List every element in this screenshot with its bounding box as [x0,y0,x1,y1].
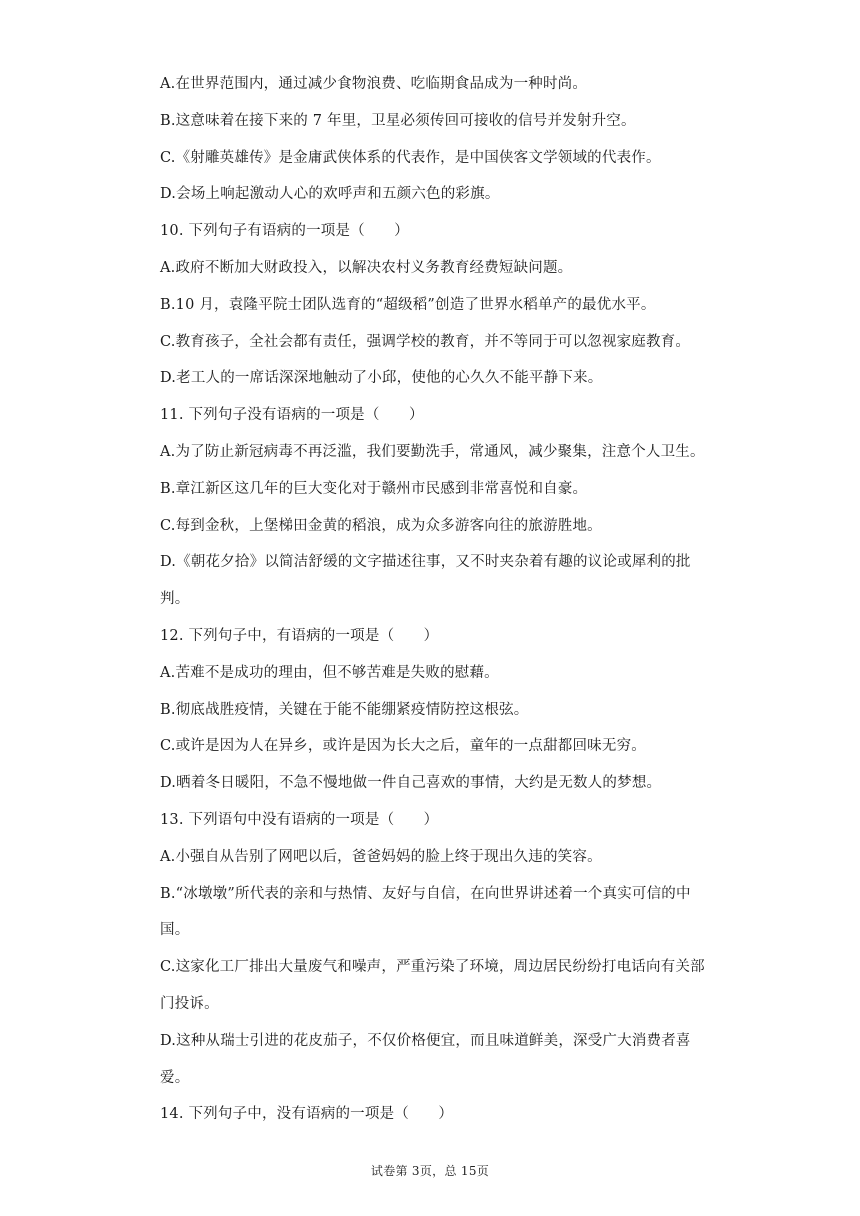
answer-option: A.在世界范围内，通过减少食物浪费、吃临期食品成为一种时尚。 [160,76,588,92]
answer-option: B.“冰墩墩”所代表的亲和与热情、友好与自信，在向世界讲述着一个真实可信的中 [160,885,691,902]
question-stem: 13. 下列语句中没有语病的一项是（ ） [160,811,439,828]
option-continuation: 判。 [160,591,190,608]
answer-option: D.《朝花夕拾》以简洁舒缓的文字描述往事，又不时夹杂着有趣的议论或犀利的批 [160,554,691,571]
option-continuation: 爱。 [160,1069,190,1086]
question-stem: 10. 下列句子有语病的一项是（ ） [160,223,409,240]
answer-option: A.政府不断加大财政投入，以解决农村义务教育经费短缺问题。 [160,259,573,276]
answer-option: C.教育孩子，全社会都有责任，强调学校的教育，并不等同于可以忽视家庭教育。 [160,333,691,350]
question-stem: 14. 下列句子中，没有语病的一项是（ ） [160,1106,454,1123]
answer-option: C.或许是因为人在异乡，或许是因为长大之后，童年的一点甜都回味无穷。 [160,738,646,755]
answer-option: A.苦难不是成功的理由，但不够苦难是失败的慰藉。 [160,664,499,681]
answer-option: C.这家化工厂排出大量废气和噪声，严重污染了环境，周边居民纷纷打电话向有关部 [160,959,705,976]
answer-option: A.为了防止新冠病毒不再泛滥，我们要勤洗手，常通风，减少聚集，注意个人卫生。 [160,443,705,460]
page-footer: 试卷第 3页，总 15页 [370,1164,490,1178]
page-content [160,66,740,1133]
answer-option: D.这种从瑞士引进的花皮茄子，不仅价格便宜，而且味道鲜美，深受广大消费者喜 [160,1032,691,1049]
answer-option: B.章江新区这几年的巨大变化对于赣州市民感到非常喜悦和自豪。 [160,480,588,497]
option-continuation: 国。 [160,922,190,939]
question-stem: 12. 下列句子中，有语病的一项是（ ） [160,627,439,644]
answer-option: B.10 月，袁隆平院士团队选育的“超级稻”创造了世界水稻单产的最优水平。 [160,296,656,313]
answer-option: C.每到金秋，上堡梯田金黄的稻浪，成为众多游客向往的旅游胜地。 [160,517,602,534]
option-continuation: 门投诉。 [160,995,219,1012]
answer-option: D.会场上响起激动人心的欢呼声和五颜六色的彩旗。 [160,186,500,203]
answer-option: B.这意味着在接下来的 7 年里，卫星必须传回可接收的信号并发射升空。 [160,112,636,129]
answer-option: D.晒着冬日暖阳，不急不慢地做一件自己喜欢的事情，大约是无数人的梦想。 [160,775,662,792]
answer-option: A.小强自从告别了网吧以后，爸爸妈妈的脸上终于现出久违的笑容。 [160,848,602,865]
question-stem: 11. 下列句子没有语病的一项是（ ） [160,407,424,424]
answer-option: D.老工人的一席话深深地触动了小邱，使他的心久久不能平静下来。 [160,370,603,387]
answer-option: B.彻底战胜疫情，关键在于能不能绷紧疫情防控这根弦。 [160,701,529,718]
answer-option: C.《射雕英雄传》是金庸武侠体系的代表作，是中国侠客文学领域的代表作。 [160,149,661,166]
